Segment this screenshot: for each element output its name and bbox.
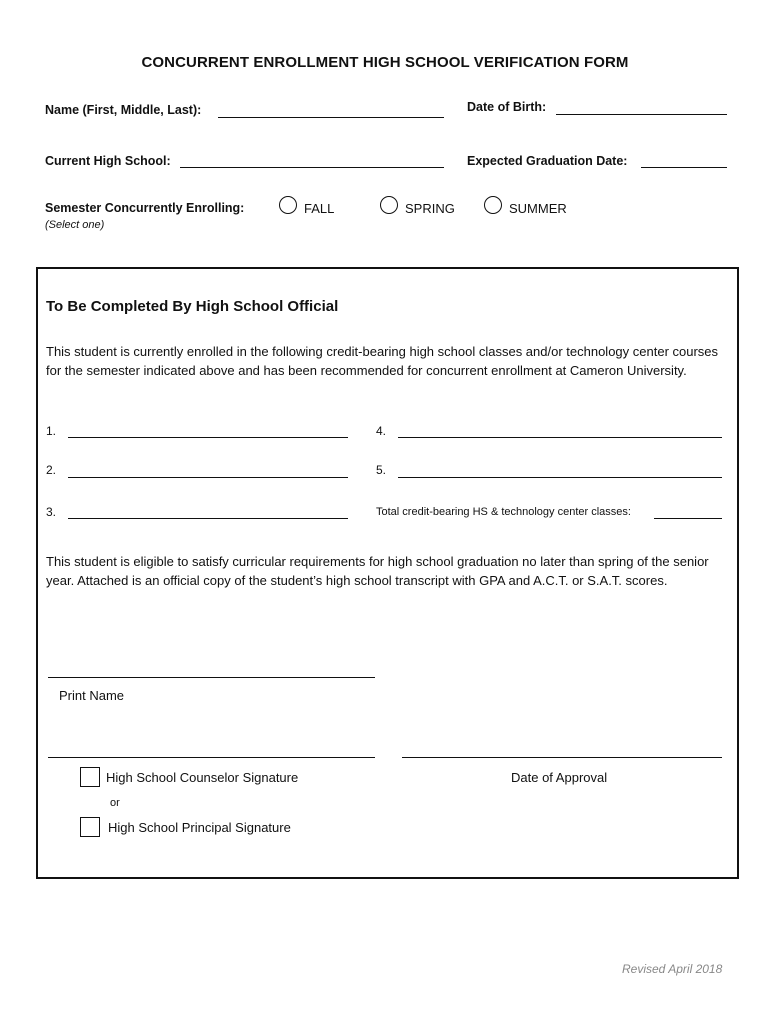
name-label: Name (First, Middle, Last): — [45, 103, 202, 117]
select-one-note: (Select one) — [45, 219, 105, 231]
total-classes-label: Total credit-bearing HS & technology center classes: — [376, 506, 631, 518]
print-name-label: Print Name — [59, 688, 125, 703]
date-approval-label: Date of Approval — [511, 770, 608, 785]
radio-spring-label: SPRING — [405, 201, 455, 216]
school-field[interactable] — [180, 167, 444, 168]
principal-signature-label: High School Principal Signature — [108, 820, 291, 835]
radio-fall-label: FALL — [304, 201, 335, 216]
class-4-field[interactable] — [398, 437, 722, 438]
total-classes-field[interactable] — [654, 518, 722, 519]
class-3-field[interactable] — [68, 518, 348, 519]
enrollment-paragraph: This student is currently enrolled in the following credit-bearing high school classes and/or technology center courses for the semester indicated above and has been recommended for concurrent enrollment at Cameron University. — [46, 344, 719, 378]
signature-field[interactable] — [48, 757, 375, 758]
counselor-signature-label: High School Counselor Signature — [106, 770, 299, 785]
class-2-field[interactable] — [68, 477, 348, 478]
class-1-field[interactable] — [68, 437, 348, 438]
revised-date: Revised April 2018 — [622, 962, 723, 976]
counselor-checkbox[interactable] — [80, 767, 100, 787]
dob-label: Date of Birth: — [467, 100, 547, 114]
official-heading: To Be Completed By High School Official — [46, 298, 339, 315]
eligibility-paragraph: This student is eligible to satisfy curricular requirements for high school graduation no later than spring of the senior year. Attached is an official copy of the student’s high school transcript with GPA and A.C.T. or S.A.T. scores. — [46, 554, 709, 588]
class-3-number: 3. — [46, 505, 57, 519]
dob-field[interactable] — [556, 114, 727, 115]
date-approval-field[interactable] — [402, 757, 722, 758]
class-2-number: 2. — [46, 463, 57, 477]
radio-fall[interactable] — [279, 196, 297, 214]
semester-label: Semester Concurrently Enrolling: — [45, 201, 245, 215]
principal-checkbox[interactable] — [80, 817, 100, 837]
school-label: Current High School: — [45, 154, 171, 168]
grad-date-field[interactable] — [641, 167, 727, 168]
class-5-number: 5. — [376, 463, 387, 477]
print-name-field[interactable] — [48, 677, 375, 678]
radio-summer[interactable] — [484, 196, 502, 214]
form-title: CONCURRENT ENROLLMENT HIGH SCHOOL VERIFICATION FORM — [141, 54, 629, 71]
class-4-number: 4. — [376, 424, 387, 438]
grad-date-label: Expected Graduation Date: — [467, 154, 628, 168]
radio-summer-label: SUMMER — [509, 201, 567, 216]
name-field[interactable] — [218, 117, 444, 118]
class-5-field[interactable] — [398, 477, 722, 478]
or-label: or — [110, 797, 120, 809]
class-1-number: 1. — [46, 424, 57, 438]
radio-spring[interactable] — [380, 196, 398, 214]
